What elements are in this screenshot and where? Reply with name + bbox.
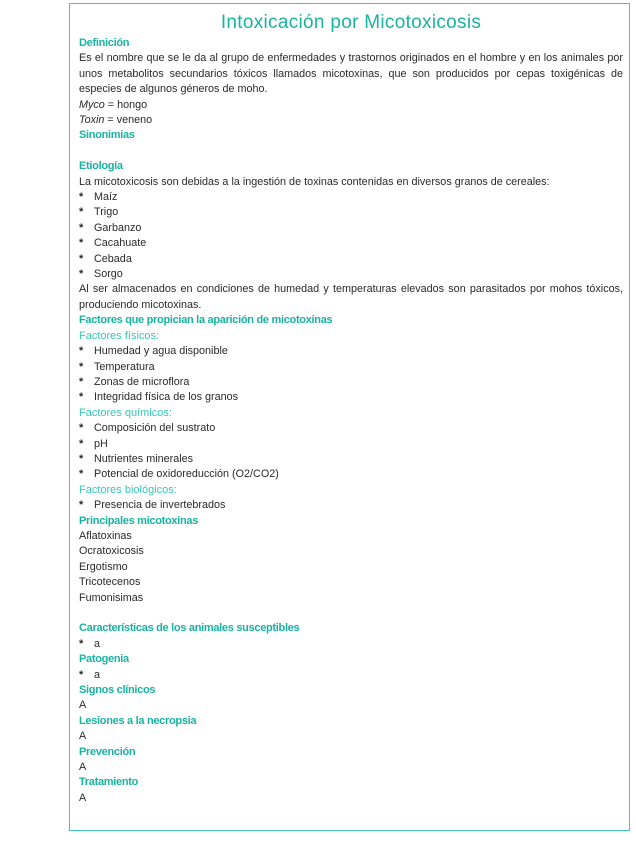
heading-factores: Factores que propician la aparición de micotoxinas [79,314,333,327]
bullet-star: * [79,268,84,281]
spacer [79,606,623,621]
lesiones-text: A [79,730,87,743]
bullet-star: * [79,437,84,450]
tratamiento-text: A [79,791,87,804]
heading-micotoxinas: Principales micotoxinas [79,514,199,527]
definicion-text: Es el nombre que se le da al grupo de enfermedades y trastornos originados en el hombre y en los animales por unos metabolitos secundarios tóxicos llamados micotoxinas, que son producidos por cepas toxigénicas de especies de algunos géneros de moho. [79,52,623,96]
list-item [79,221,623,236]
list-item [79,252,623,267]
heading-patogenia: Patogenia [79,653,129,666]
list-item-text: pH [94,437,108,450]
bullet-star: * [79,668,84,681]
factores-quimicos-label: Factores químicos: [79,406,172,419]
list-item-text: Maíz [94,191,118,204]
heading-tratamiento: Tratamiento [79,776,139,789]
bullet-star: * [79,391,84,404]
bullet-star: * [79,221,84,234]
toxin-meaning: = veneno [104,114,153,127]
bullet-star: * [79,206,84,219]
list-item-text: Composición del sustrato [94,422,216,435]
document-page [69,3,630,831]
list-item-text: Cebada [94,252,132,265]
micotoxina-item: Fumonisimas [79,591,144,604]
heading-signos: Signos clínicos [79,684,156,697]
etiologia-list [79,190,623,282]
list-item-text: Zonas de microflora [94,375,190,388]
list-item [79,344,623,359]
myco-term: Myco [79,98,105,111]
bullet-star: * [79,360,84,373]
list-item [79,637,623,652]
list-item [79,375,623,390]
list-item-text: Cacahuate [94,237,147,250]
factores-fisicos-label: Factores físicos: [79,329,160,342]
list-item [79,498,623,513]
document-content [79,10,623,806]
list-item [79,190,623,205]
bullet-star: * [79,375,84,388]
micotoxina-item: Ergotismo [79,560,128,573]
list-item-text: Temperatura [94,360,155,373]
myco-line [79,98,623,113]
list-item-text: Garbanzo [94,221,142,234]
list-item [79,267,623,282]
list-item-text: Presencia de invertebrados [94,499,226,512]
list-item [79,205,623,220]
list-item-text: Trigo [94,206,119,219]
bullet-star: * [79,237,84,250]
list-item [79,236,623,251]
myco-meaning: = hongo [104,98,148,111]
bullet-star: * [79,637,84,650]
heading-prevencion: Prevención [79,745,136,758]
list-item [79,390,623,405]
heading-lesiones: Lesiones a la necropsia [79,714,197,727]
factores-quimicos-list [79,421,623,483]
list-item [79,668,623,683]
heading-caracteristicas: Características de los animales susceptibles [79,622,300,635]
page-title: Intoxicación por Micotoxicosis [220,12,482,33]
bullet-star: * [79,452,84,465]
factores-biologicos-list [79,498,623,513]
heading-etiologia: Etiología [79,160,123,173]
list-item-text: Integridad física de los granos [94,391,239,404]
bullet-star: * [79,468,84,481]
list-item [79,437,623,452]
list-item-text: a [94,637,101,650]
signos-text: A [79,699,87,712]
factores-fisicos-list [79,344,623,406]
prevencion-text: A [79,761,87,774]
list-item [79,360,623,375]
bullet-star: * [79,345,84,358]
etiologia-after: Al ser almacenados en condiciones de humedad y temperaturas elevados son parasitados por mohos tóxicos, produciendo micotoxinas. [79,283,623,311]
bullet-star: * [79,252,84,265]
bullet-star: * [79,422,84,435]
list-item [79,421,623,436]
heading-sinonimias: Sinonimias [79,129,135,142]
toxin-term: Toxin [79,114,105,127]
spacer [79,144,623,159]
list-item-text: Nutrientes minerales [94,452,194,465]
micotoxina-item: Aflatoxinas [79,529,132,542]
factores-biologicos-label: Factores biológicos: [79,483,177,496]
list-item-text: a [94,668,101,681]
list-item [79,452,623,467]
bullet-star: * [79,191,84,204]
micotoxina-item: Tricotecenos [79,576,141,589]
toxin-line [79,113,623,128]
list-item [79,467,623,482]
bullet-star: * [79,499,84,512]
list-item-text: Sorgo [94,268,123,281]
list-item-text: Potencial de oxidoreducción (O2/CO2) [94,468,279,481]
heading-definicion: Definición [79,37,130,49]
list-item-text: Humedad y agua disponible [94,345,228,358]
etiologia-intro: La micotoxicosis son debidas a la ingestión de toxinas contenidas en diversos granos de cereales: [79,175,550,188]
micotoxina-item: Ocratoxicosis [79,545,144,558]
